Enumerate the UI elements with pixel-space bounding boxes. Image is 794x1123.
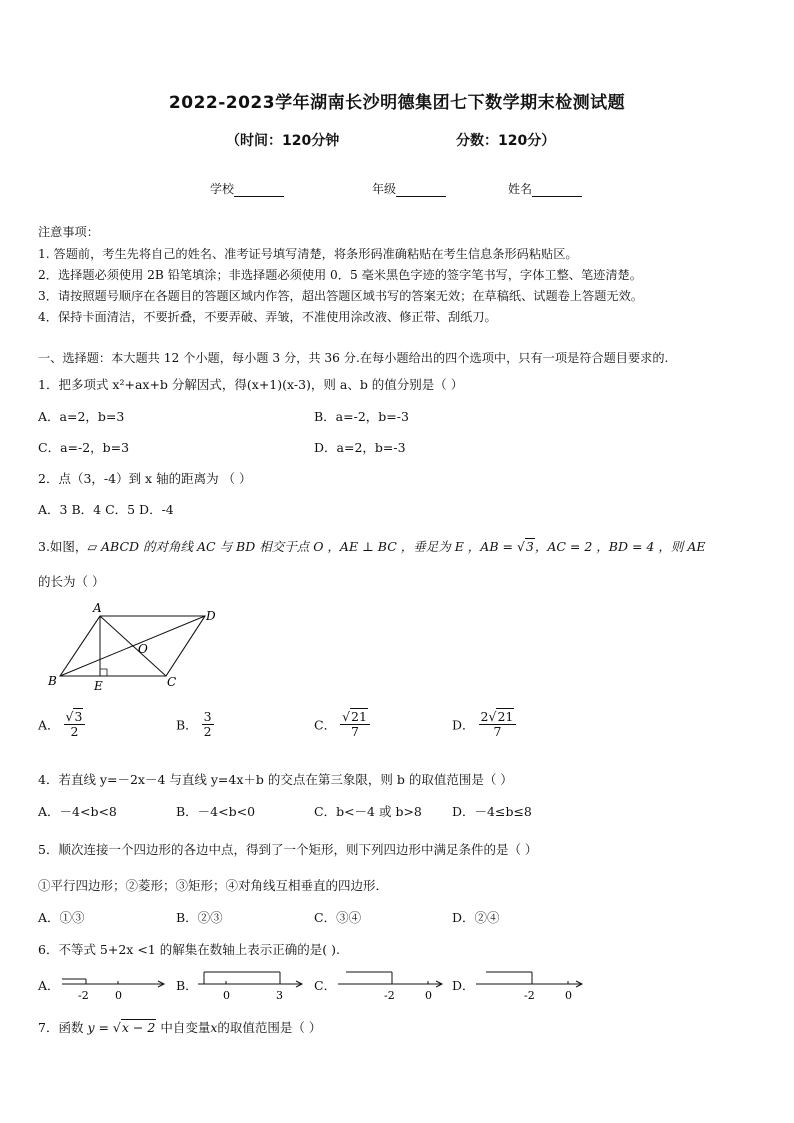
parallelogram-figure <box>40 598 230 696</box>
q4-option-a[interactable]: A．－4<b<8 <box>38 804 117 819</box>
section-heading: 一、选择题：本大题共 12 个小题，每小题 3 分，共 36 分.在每小题给出的四个选项中，只有一项是符合题目要求的. <box>38 351 669 365</box>
tick-label: -2 <box>384 989 395 1002</box>
q3-option-d-label: D． <box>452 717 475 733</box>
q6-numberline-b <box>196 964 306 1004</box>
page-title: 2022-2023学年湖南长沙明德集团七下数学期末检测试题 <box>168 93 626 113</box>
q5-conditions: ①平行四边形；②菱形；③矩形；④对角线互相垂直的四边形． <box>38 878 389 893</box>
q3-prefix: 3.如图， <box>38 539 88 554</box>
q5-option-b[interactable]: B．②③ <box>176 910 223 925</box>
q6-option-c[interactable]: C． <box>314 978 337 993</box>
q6-option-a[interactable]: A． <box>38 978 60 993</box>
tick-label: -2 <box>78 989 89 1002</box>
tick-label: -2 <box>524 989 535 1002</box>
q4-option-c[interactable]: C．b<－4 或 b>8 <box>314 804 422 819</box>
note-item: 4．保持卡面清洁，不要折叠，不要弄破、弄皱，不准使用涂改液、修正带、刮纸刀。 <box>38 310 497 324</box>
grade-field[interactable] <box>372 180 446 197</box>
q3-option-d-coef: 2 <box>480 709 489 724</box>
q7-stem: 7．函数 y = √x − 2 中自变量x的取值范围是（ ） <box>38 1020 322 1035</box>
q3-option-b-label: B． <box>176 717 198 733</box>
label-o: O <box>138 642 148 656</box>
q2-stem: 2．点（3，-4）到 x 轴的距离为 （ ） <box>38 471 252 486</box>
notes-heading: 注意事项： <box>38 225 99 239</box>
q3-option-c[interactable]: C． $\frac{√21}{7}$ <box>314 710 370 739</box>
label-e: E <box>94 679 103 693</box>
q7-expr: y = <box>87 1020 113 1035</box>
q3-stem-line2: 的长为（ ） <box>38 574 105 589</box>
diagonal-bd <box>60 616 205 676</box>
q7-radicand: x − 2 <box>121 1020 156 1035</box>
q3-option-b-den: 2 <box>203 723 212 739</box>
grade-label: 年级 <box>372 182 397 196</box>
school-field[interactable] <box>210 180 284 197</box>
q3-option-c-num: 21 <box>351 709 367 724</box>
note-item: 1. 答题前，考生先将自己的姓名、准考证号填写清楚，将条形码准确粘贴在考生信息条形码粘贴区。 <box>38 247 578 261</box>
q1-option-b[interactable]: B．a=-2，b=-3 <box>314 409 409 424</box>
name-label: 姓名 <box>508 182 533 196</box>
q4-option-d[interactable]: D．－4≤b≤8 <box>452 804 532 819</box>
total-score: 分数：120分） <box>456 133 556 149</box>
q1-option-d[interactable]: D．a=2，b=-3 <box>314 440 406 455</box>
q1-stem: 1．把多项式 x²+ax+b 分解因式，得(x+1)(x-3)，则 a、b 的值分别是（ ） <box>38 377 464 392</box>
q3-option-d[interactable]: D． $\frac{2√21}{7}$ <box>452 710 516 739</box>
q3-option-a-num: 3 <box>74 709 83 724</box>
q3-option-b-num: 3 <box>203 709 212 724</box>
note-item: 3．请按照题号顺序在各题目的答题区域内作答，超出答题区域书写的答案无效；在草稿纸、试题卷上答题无效。 <box>38 289 643 303</box>
q7-var: x <box>210 1020 218 1035</box>
q6-numberline-c <box>336 964 446 1004</box>
tick-label: 0 <box>115 989 122 1002</box>
q7-stem-part2: 中自变量 <box>160 1020 211 1035</box>
q4-option-b[interactable]: B．－4<b<0 <box>176 804 256 819</box>
q6-numberline-d <box>474 964 586 1004</box>
right-angle-mark <box>100 669 107 676</box>
tick-label: 0 <box>565 989 572 1002</box>
q6-stem: 6．不等式 5+2x <1 的解集在数轴上表示正确的是( ). <box>38 942 340 957</box>
q3-option-b[interactable] <box>176 710 214 739</box>
q3-option-d-num: 21 <box>497 709 514 724</box>
label-b: B <box>48 674 57 688</box>
q6-numberline-a <box>60 964 168 1004</box>
q3-stem: 3.如图，▱ ABCD 的对角线 AC 与 BD 相交于点 O ，AE ⊥ BC ，垂足为 E ，AB = √3，AC = 2 ，BD = 4 ，则 AE <box>38 539 706 554</box>
q3-stem-part1: ▱ ABCD 的对角线 AC 与 BD 相交于点 O ，AE ⊥ BC ，垂足为 E ，AB = <box>87 539 517 554</box>
q3-option-a-label: A． <box>38 717 60 733</box>
q6-option-d[interactable]: D． <box>452 978 475 993</box>
q5-option-a[interactable]: A．①③ <box>38 910 85 925</box>
tick-label: 0 <box>223 989 230 1002</box>
q1-option-a[interactable]: A．a=2，b=3 <box>38 409 125 424</box>
q3-option-c-den: 7 <box>351 723 359 739</box>
q3-option-a-den: 2 <box>70 723 79 739</box>
q3-option-a[interactable]: A． $\frac{√3}{2}$ <box>38 710 85 739</box>
q3-sqrt-ab: 3 <box>525 539 534 554</box>
note-item: 2．选择题必须使用 2B 铅笔填涂；非选择题必须使用 0．5 毫米黑色字迹的签字笔书写，字体工整、笔迹清楚。 <box>38 268 642 282</box>
label-a: A <box>93 601 102 615</box>
q3-option-d-den: 7 <box>493 723 502 739</box>
q6-option-b[interactable]: B． <box>176 978 198 993</box>
tick-label: 0 <box>425 989 432 1002</box>
q7-stem-part3: 的取值范围是（ ） <box>217 1020 322 1035</box>
q3-option-c-label: C． <box>314 717 337 733</box>
q4-stem: 4．若直线 y=－2x－4 与直线 y=4x＋b 的交点在第三象限，则 b 的取值范围是（ ） <box>38 772 513 787</box>
tick-label: 3 <box>276 989 283 1002</box>
q5-option-d[interactable]: D．②④ <box>452 910 500 925</box>
label-c: C <box>167 675 177 689</box>
label-d: D <box>206 609 216 623</box>
q2-options[interactable]: A．3 B．4 C．5 D．-4 <box>38 502 174 517</box>
q5-option-c[interactable]: C．③④ <box>314 910 362 925</box>
q7-stem-part1: 7．函数 <box>38 1020 84 1035</box>
school-label: 学校 <box>210 182 235 196</box>
q1-option-c[interactable]: C．a=-2，b=3 <box>38 440 130 455</box>
q3-stem-part2: ，AC = 2 ，BD = 4 ，则 AE <box>534 539 706 554</box>
q5-stem: 5．顺次连接一个四边形的各边中点，得到了一个矩形，则下列四边形中满足条件的是（ ） <box>38 842 538 857</box>
time-limit: （时间：120分钟 <box>226 133 340 149</box>
name-field[interactable] <box>508 180 582 197</box>
